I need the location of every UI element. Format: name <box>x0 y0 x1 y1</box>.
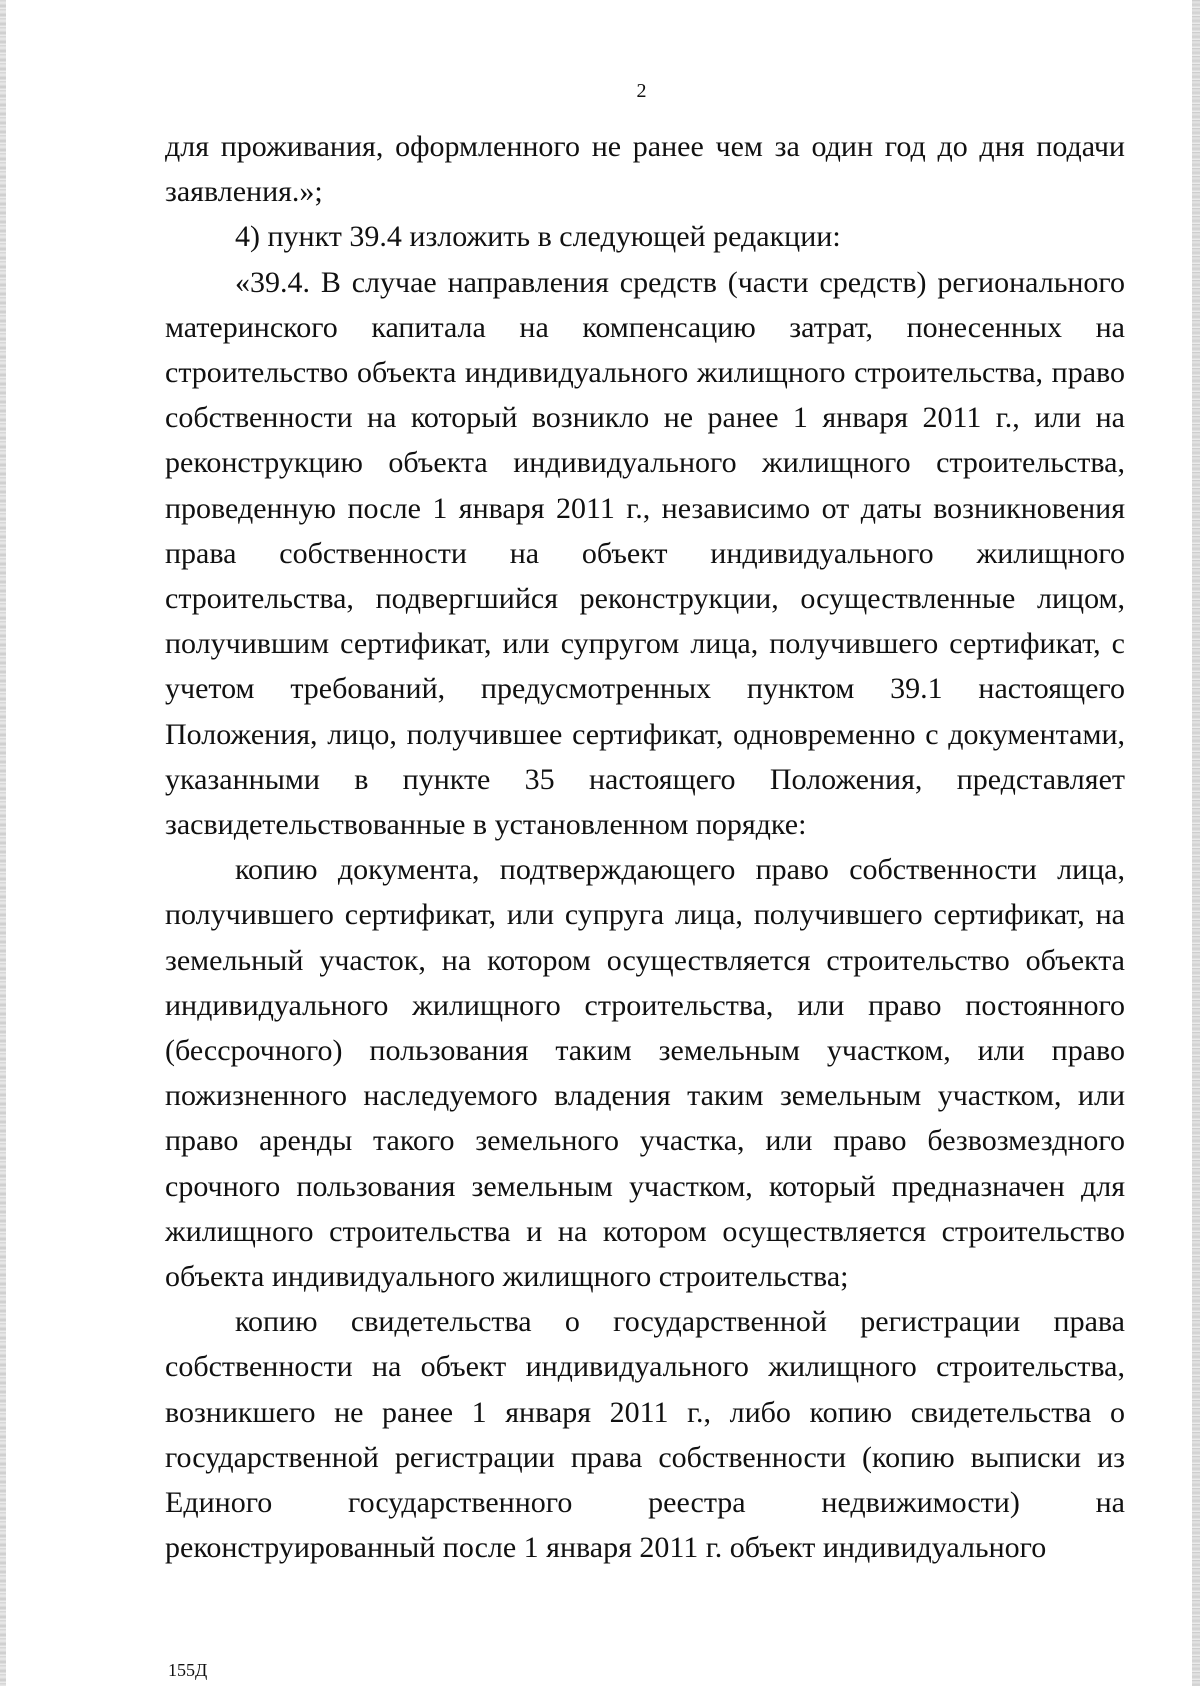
paragraph-item-4: 4) пункт 39.4 изложить в следующей редакции: <box>235 220 841 254</box>
scan-edge-right <box>1192 0 1200 1686</box>
paragraph-land-document: копию документа, подтверждающего право собственности лица, получившего сертификат, или супруга лица, получившего сертификат, на земельный участок, на котором осуществляется строительство объекта индивидуального жилищного строительства, или право постоянного (бессрочного) пользования таким земельным участком, или право пожизненного наследуемого владения таким земельным участком, или право аренды такого земельного участка, или право безвозмездного срочного пользования земельным участком, который предназначен для жилищного строительства и на котором осуществляется строительство объекта индивидуального жилищного строительства; <box>165 853 1125 1294</box>
document-body <box>165 124 1125 1571</box>
paragraph-registration-certificate: копию свидетельства о государственной регистрации права собственности на объект индивидуального жилищного строительства, возникшего не ранее 1 января 2011 г., либо копию свидетельства о государственной регистрации права собственности (копию выписки из Единого государственного реестра недвижимости) на реконструированный после 1 января 2011 г. объект индивидуального <box>165 1305 1125 1565</box>
paragraph-continuation: для проживания, оформленного не ранее чем за один год до дня подачи заявления.»; <box>165 130 1125 209</box>
footer-code: 155Д <box>168 1660 208 1680</box>
scan-edge-left <box>0 0 6 1686</box>
paragraph-clause-39-4: «39.4. В случае направления средств (части средств) регионального материнского капитала на компенсацию затрат, понесенных на строительство объекта индивидуального жилищного строительства, право собственности на который возникло не ранее 1 января 2011 г., или на реконструкцию объекта индивидуального жилищного строительства, проведенную после 1 января 2011 г., независимо от даты возникновения права собственности на объект индивидуального жилищного строительства, подвергшийся реконструкции, осуществленные лицом, получившим сертификат, или супругом лица, получившего сертификат, с учетом требований, предусмотренных пунктом 39.1 настоящего Положения, лицо, получившее сертификат, одновременно с документами, указанными в пункте 35 настоящего Положения, представляет засвидетельствованные в установленном порядке: <box>165 265 1125 842</box>
page-number: 2 <box>636 80 647 102</box>
